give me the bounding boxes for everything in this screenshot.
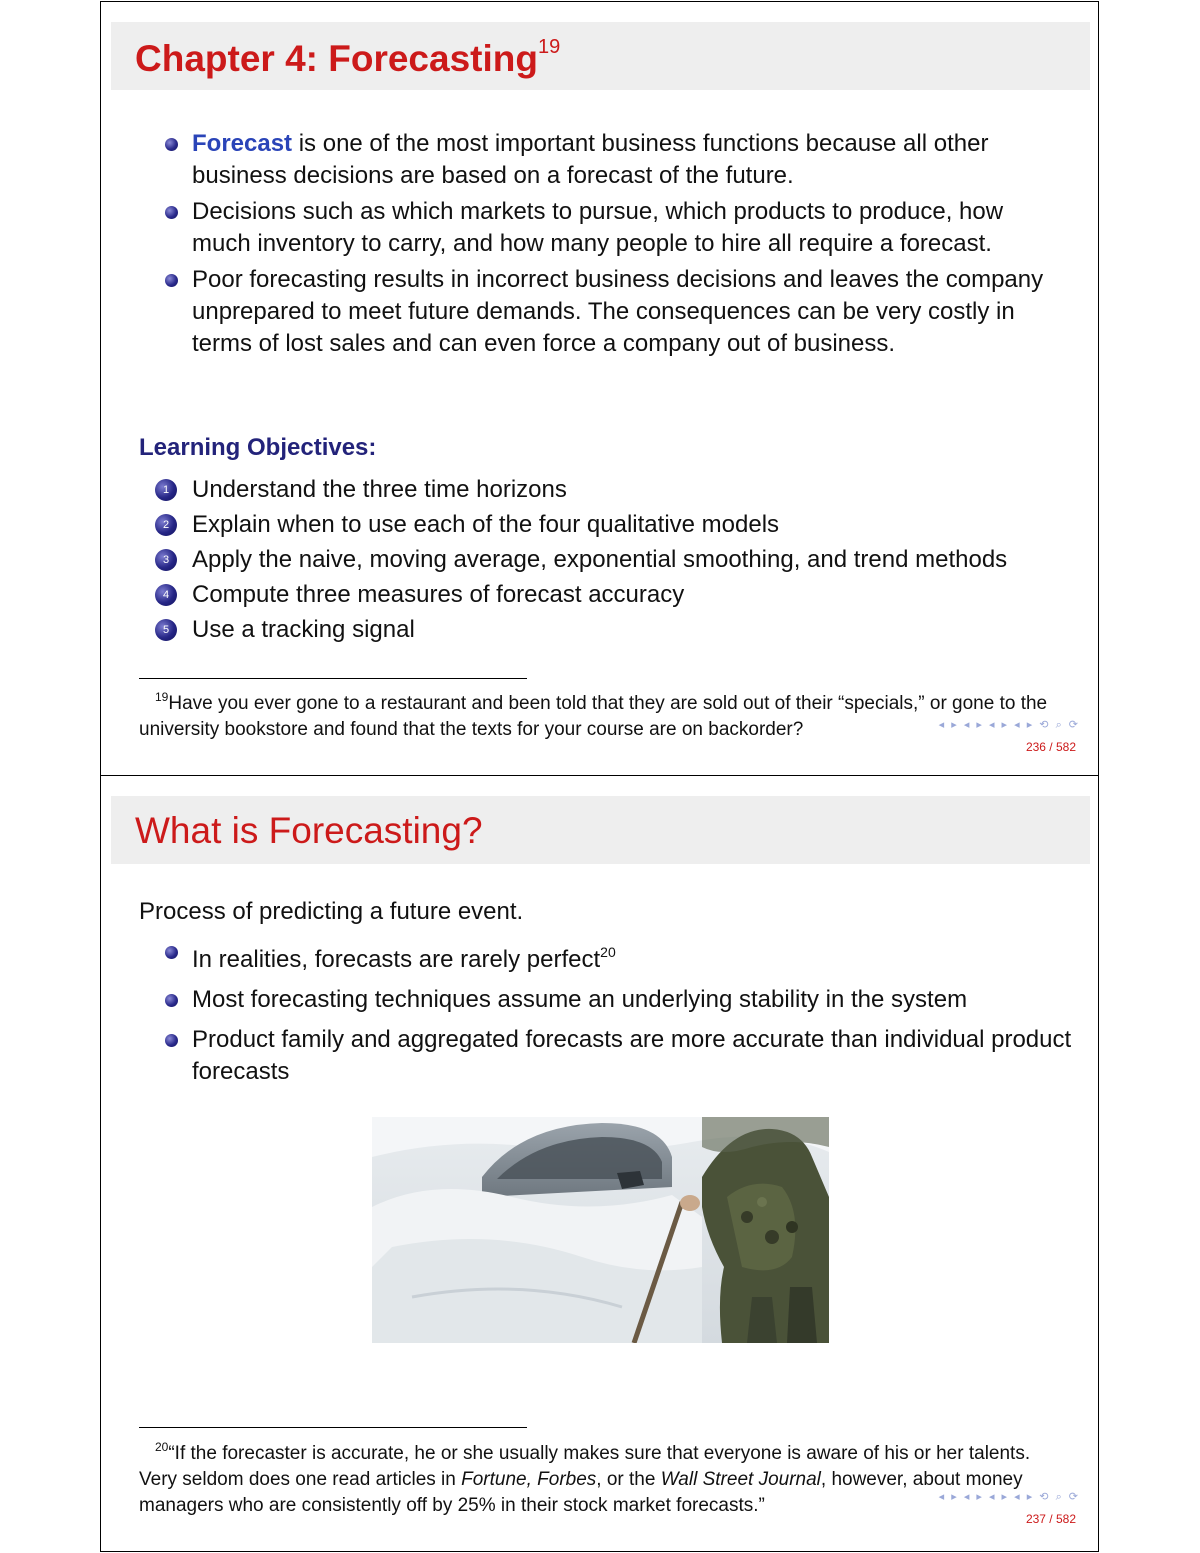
bullet-item: Poor forecasting results in incorrect business decisions and leaves the company unprepared to meet future demands. The consequences can be very costly in terms of lost sales and can even force a company out of business. [165, 264, 1065, 360]
bullet-item: Decisions such as which markets to pursue, which products to produce, how much inventory to carry, and how many people to hire all require a forecast. [165, 196, 1065, 260]
number-ball-icon: 3 [155, 549, 177, 571]
number-ball-icon: 2 [155, 514, 177, 536]
number-ball-icon: 1 [155, 479, 177, 501]
bullet-list [165, 936, 1095, 1096]
bullet-icon [165, 274, 178, 287]
objective-item: 3 Apply the naive, moving average, exponential smoothing, and trend methods [165, 544, 1045, 576]
bullet-icon [165, 206, 178, 219]
footnote-divider [139, 678, 527, 679]
title-bar [111, 22, 1090, 90]
slide-title: Chapter 4: Forecasting$^{19}$ [135, 36, 561, 79]
bullet-item: In realities, forecasts are rarely perfect$^{20}$ [165, 936, 1095, 976]
beamer-nav-icons[interactable]: ◂ ▸ ◂ ▸ ◂ ▸ ◂ ▸ ⟲ ⌕ ⟳ [938, 1491, 1080, 1503]
objective-item: 4 Compute three measures of forecast accuracy [165, 579, 1045, 611]
objective-item: 1 Understand the three time horizons [165, 474, 1045, 506]
title-bar [111, 796, 1090, 864]
bullet-list [165, 128, 1065, 364]
objectives-list [162, 474, 1045, 649]
objective-item: 5 Use a tracking signal [165, 614, 1045, 646]
footnote-ref: 20 [600, 944, 616, 960]
intro-text: Process of predicting a future event. [139, 898, 524, 925]
footnote-divider [139, 1427, 527, 1428]
highlight-term: Forecast [192, 130, 293, 157]
bullet-item: Product family and aggregated forecasts are more accurate than individual product forecasts [165, 1024, 1095, 1088]
bullet-icon [165, 946, 178, 959]
bullet-icon [165, 1034, 178, 1047]
footnote: $^{20}$“If the forecaster is accurate, he or she usually makes sure that everyone is aware of his or her talents. Very seldom does one read articles in Fortune, Forbes, or the Wall Street Journal, however, about money managers who are consistently off by 25% in their stock market forecasts.” [139, 1440, 1031, 1516]
page-number: 236 / 582 [1025, 740, 1076, 754]
bullet-icon [165, 994, 178, 1007]
footnote: $^{19}$Have you ever gone to a restaurant and been told that they are sold out of their “specials,” or gone to the university bookstore and found that the texts for your course are on backorder? [139, 690, 1048, 740]
objectives-heading: Learning Objectives: [139, 434, 377, 461]
slide-title: What is Forecasting? [135, 810, 483, 851]
page-number: 237 / 582 [1025, 1512, 1076, 1526]
objective-item: 2 Explain when to use each of the four qualitative models [165, 509, 1045, 541]
beamer-nav-icons[interactable]: ◂ ▸ ◂ ▸ ◂ ▸ ◂ ▸ ⟲ ⌕ ⟳ [938, 719, 1080, 731]
slide-237 [100, 775, 1099, 1552]
bullet-item: Most forecasting techniques assume an underlying stability in the system [165, 984, 1095, 1016]
number-ball-icon: 4 [155, 584, 177, 606]
slide-236 [100, 1, 1099, 776]
snow-car-photo [372, 1117, 829, 1343]
number-ball-icon: 5 [155, 619, 177, 641]
bullet-icon [165, 138, 178, 151]
bullet-item: Forecast is one of the most important business functions because all other business decisions are based on a forecast of the future. [165, 128, 1065, 192]
footnote-ref: 19 [537, 36, 561, 58]
